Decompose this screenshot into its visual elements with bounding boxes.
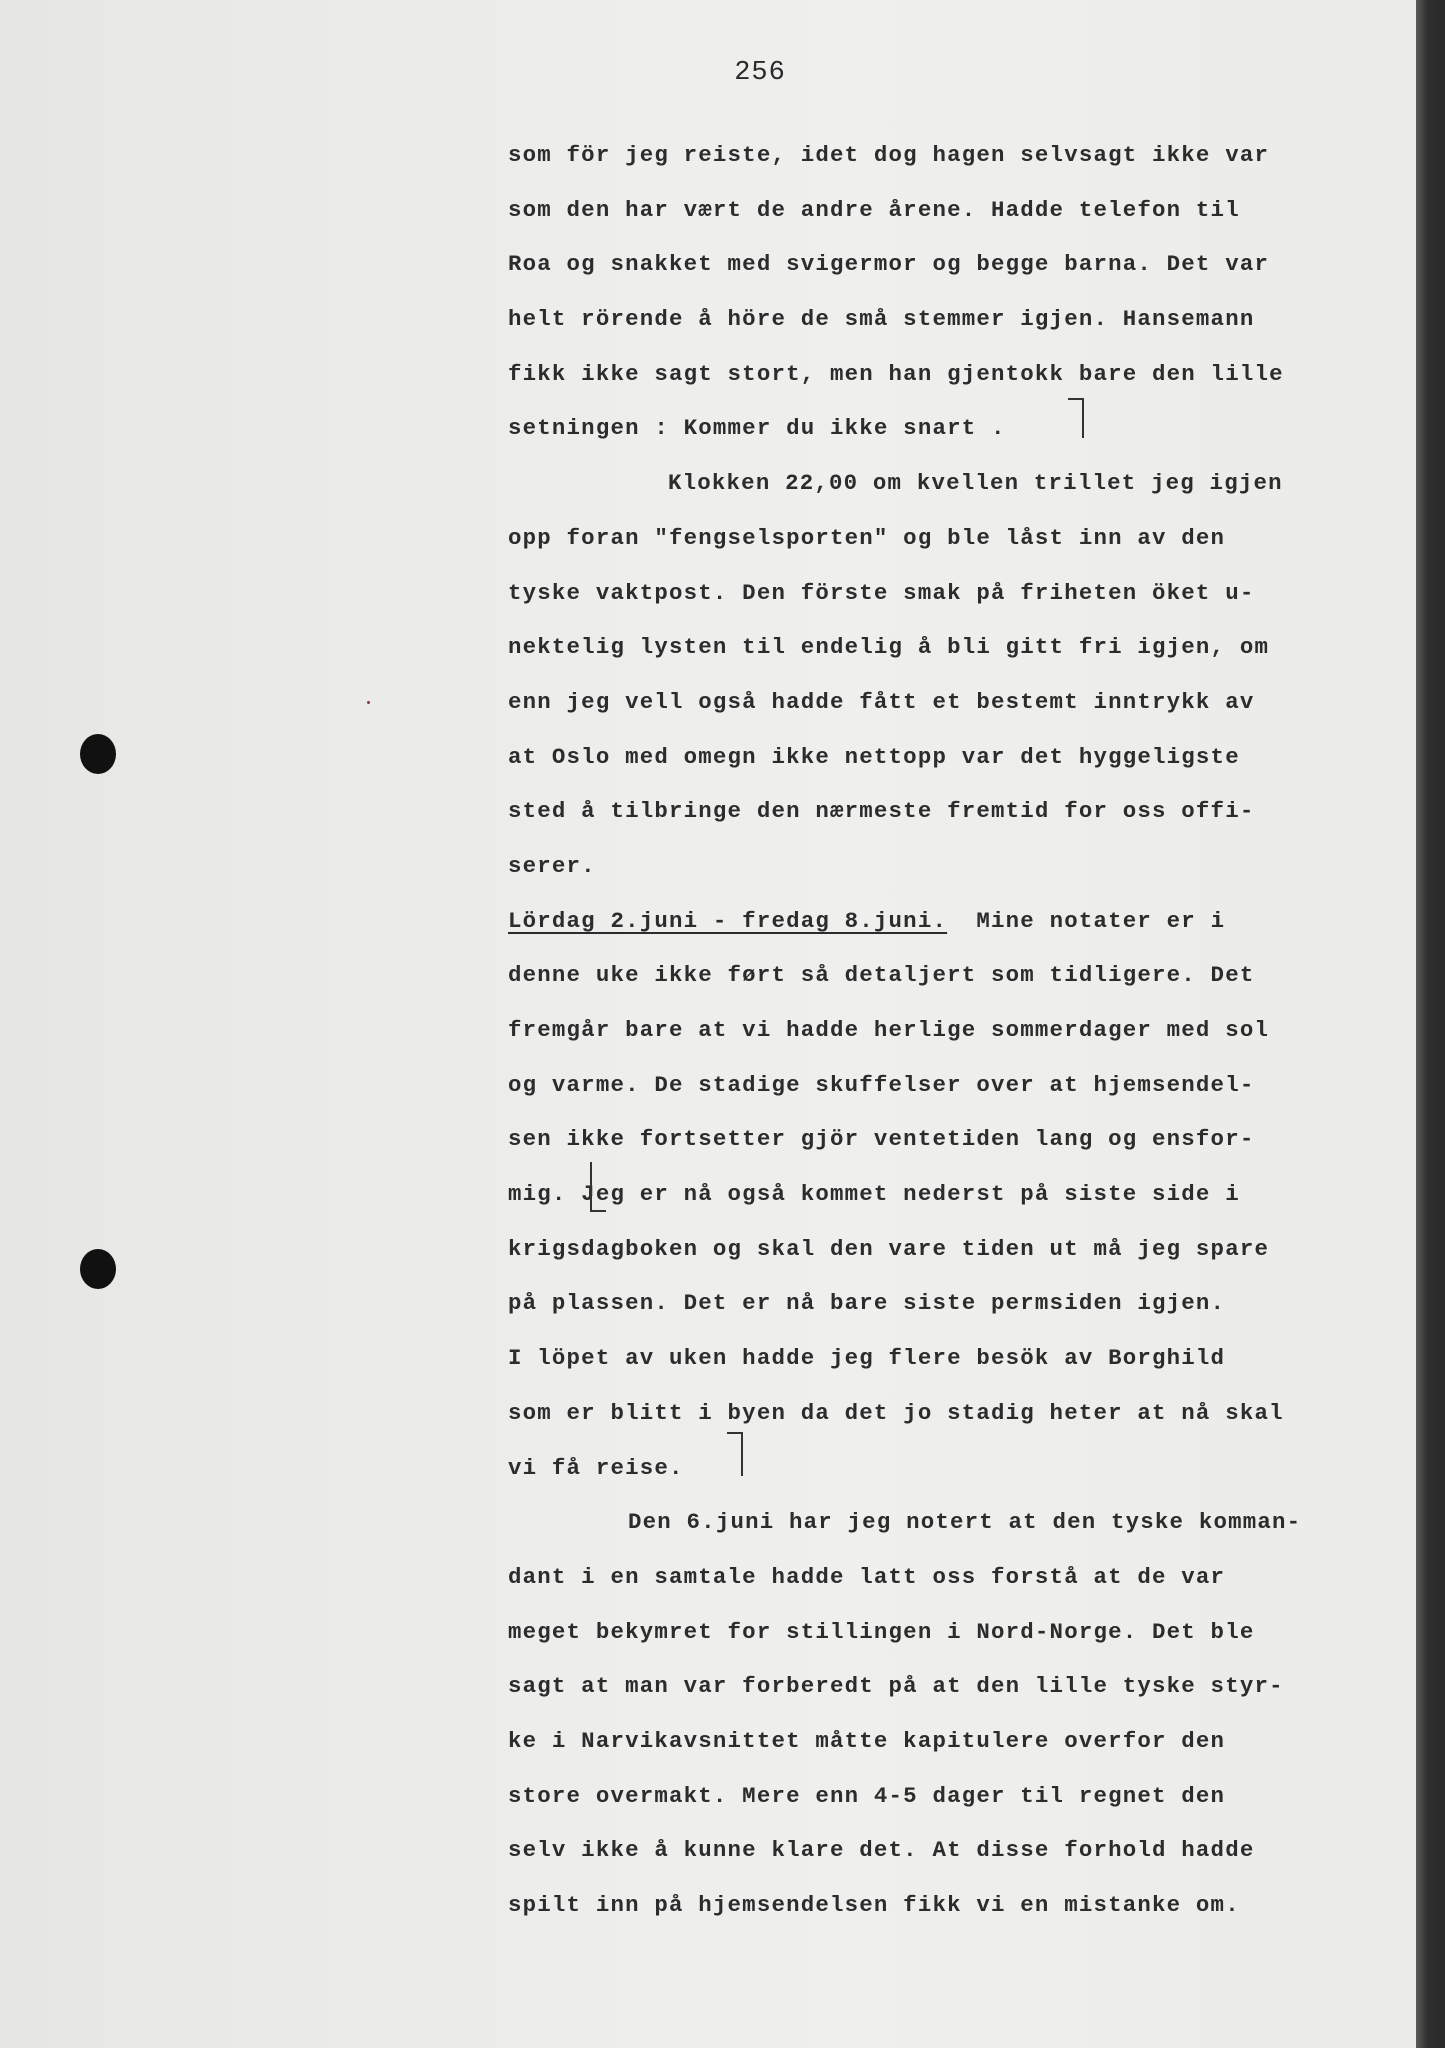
text-line: meget bekymret for stillingen i Nord-Norge. Det ble bbox=[508, 1618, 1255, 1645]
text-line: ke i Narvikavsnittet måtte kapitulere overfor den bbox=[508, 1727, 1226, 1754]
text-line-continuation: Mine notater er i bbox=[976, 907, 1226, 934]
date-heading-line bbox=[508, 894, 1408, 949]
text-line: store overmakt. Mere enn 4-5 dager til regnet den bbox=[508, 1782, 1226, 1809]
punch-hole-bottom bbox=[80, 1249, 116, 1289]
text-line: mig. Jeg er nå også kommet nederst på siste side i bbox=[508, 1181, 1240, 1208]
page-edge-shadow bbox=[1416, 0, 1445, 2048]
text-line: setningen : Kommer du ikke snart . bbox=[508, 415, 1006, 442]
text-line: Klokken 22,00 om kvellen trillet jeg igjen bbox=[668, 470, 1283, 497]
ink-speck bbox=[367, 701, 370, 704]
text-line: helt rörende å höre de små stemmer igjen. Hansemann bbox=[508, 306, 1255, 333]
date-heading: Lördag 2.juni - fredag 8.juni. bbox=[508, 907, 948, 934]
text-line: fremgår bare at vi hadde herlige sommerdager med sol bbox=[508, 1017, 1270, 1043]
text-line: sagt at man var forberedt på at den lille tyske styr- bbox=[508, 1673, 1284, 1700]
text-line: enn jeg vell også hadde fått et bestemt inntrykk av bbox=[508, 688, 1255, 715]
text-line: nektelig lysten til endelig å bli gitt fri igjen, om bbox=[508, 634, 1270, 661]
text-line: sen ikke fortsetter gjör ventetiden lang og ensfor- bbox=[508, 1126, 1255, 1153]
text-line: fikk ikke sagt stort, men han gjentokk bare den lille bbox=[508, 360, 1284, 387]
text-line: som er blitt i byen da det jo stadig heter at nå skal bbox=[508, 1399, 1284, 1426]
handwritten-close-bracket bbox=[727, 1432, 743, 1476]
text-line: opp foran "fengselsporten" og ble låst inn av den bbox=[508, 524, 1226, 551]
text-line: at Oslo med omegn ikke nettopp var det hyggeligste bbox=[508, 743, 1240, 770]
punch-hole-top bbox=[80, 734, 116, 774]
text-line: og varme. De stadige skuffelser over at hjemsendel- bbox=[508, 1071, 1255, 1098]
text-line: Roa og snakket med svigermor og begge barna. Det var bbox=[508, 251, 1270, 278]
text-line: vi få reise. bbox=[508, 1454, 684, 1481]
text-line: Den 6.juni har jeg notert at den tyske komman- bbox=[628, 1509, 1302, 1536]
text-line: dant i en samtale hadde latt oss forstå at de var bbox=[508, 1563, 1226, 1590]
text-line: denne uke ikke ført så detaljert som tidligere. Det bbox=[508, 962, 1255, 989]
text-line: som den har vært de andre årene. Hadde telefon til bbox=[508, 196, 1240, 223]
handwritten-open-bracket bbox=[590, 1162, 606, 1212]
text-line: tyske vaktpost. Den förste smak på friheten öket u- bbox=[508, 579, 1255, 606]
text-line: som för jeg reiste, idet dog hagen selvsagt ikke var bbox=[508, 142, 1270, 168]
page-number: 256 bbox=[734, 58, 786, 88]
text-line: spilt inn på hjemsendelsen fikk vi en mistanke om. bbox=[508, 1892, 1240, 1918]
text-line: serer. bbox=[508, 852, 596, 879]
handwritten-close-bracket bbox=[1068, 398, 1084, 438]
text-line: I löpet av uken hadde jeg flere besök av Borghild bbox=[508, 1345, 1226, 1372]
text-line: på plassen. Det er nå bare siste permsiden igjen. bbox=[508, 1290, 1226, 1317]
text-line: sted å tilbringe den nærmeste fremtid for oss offi- bbox=[508, 798, 1255, 825]
diary-text bbox=[508, 128, 1408, 1933]
text-line: krigsdagboken og skal den vare tiden ut må jeg spare bbox=[508, 1235, 1270, 1262]
text-line: selv ikke å kunne klare det. At disse forhold hadde bbox=[508, 1837, 1255, 1864]
